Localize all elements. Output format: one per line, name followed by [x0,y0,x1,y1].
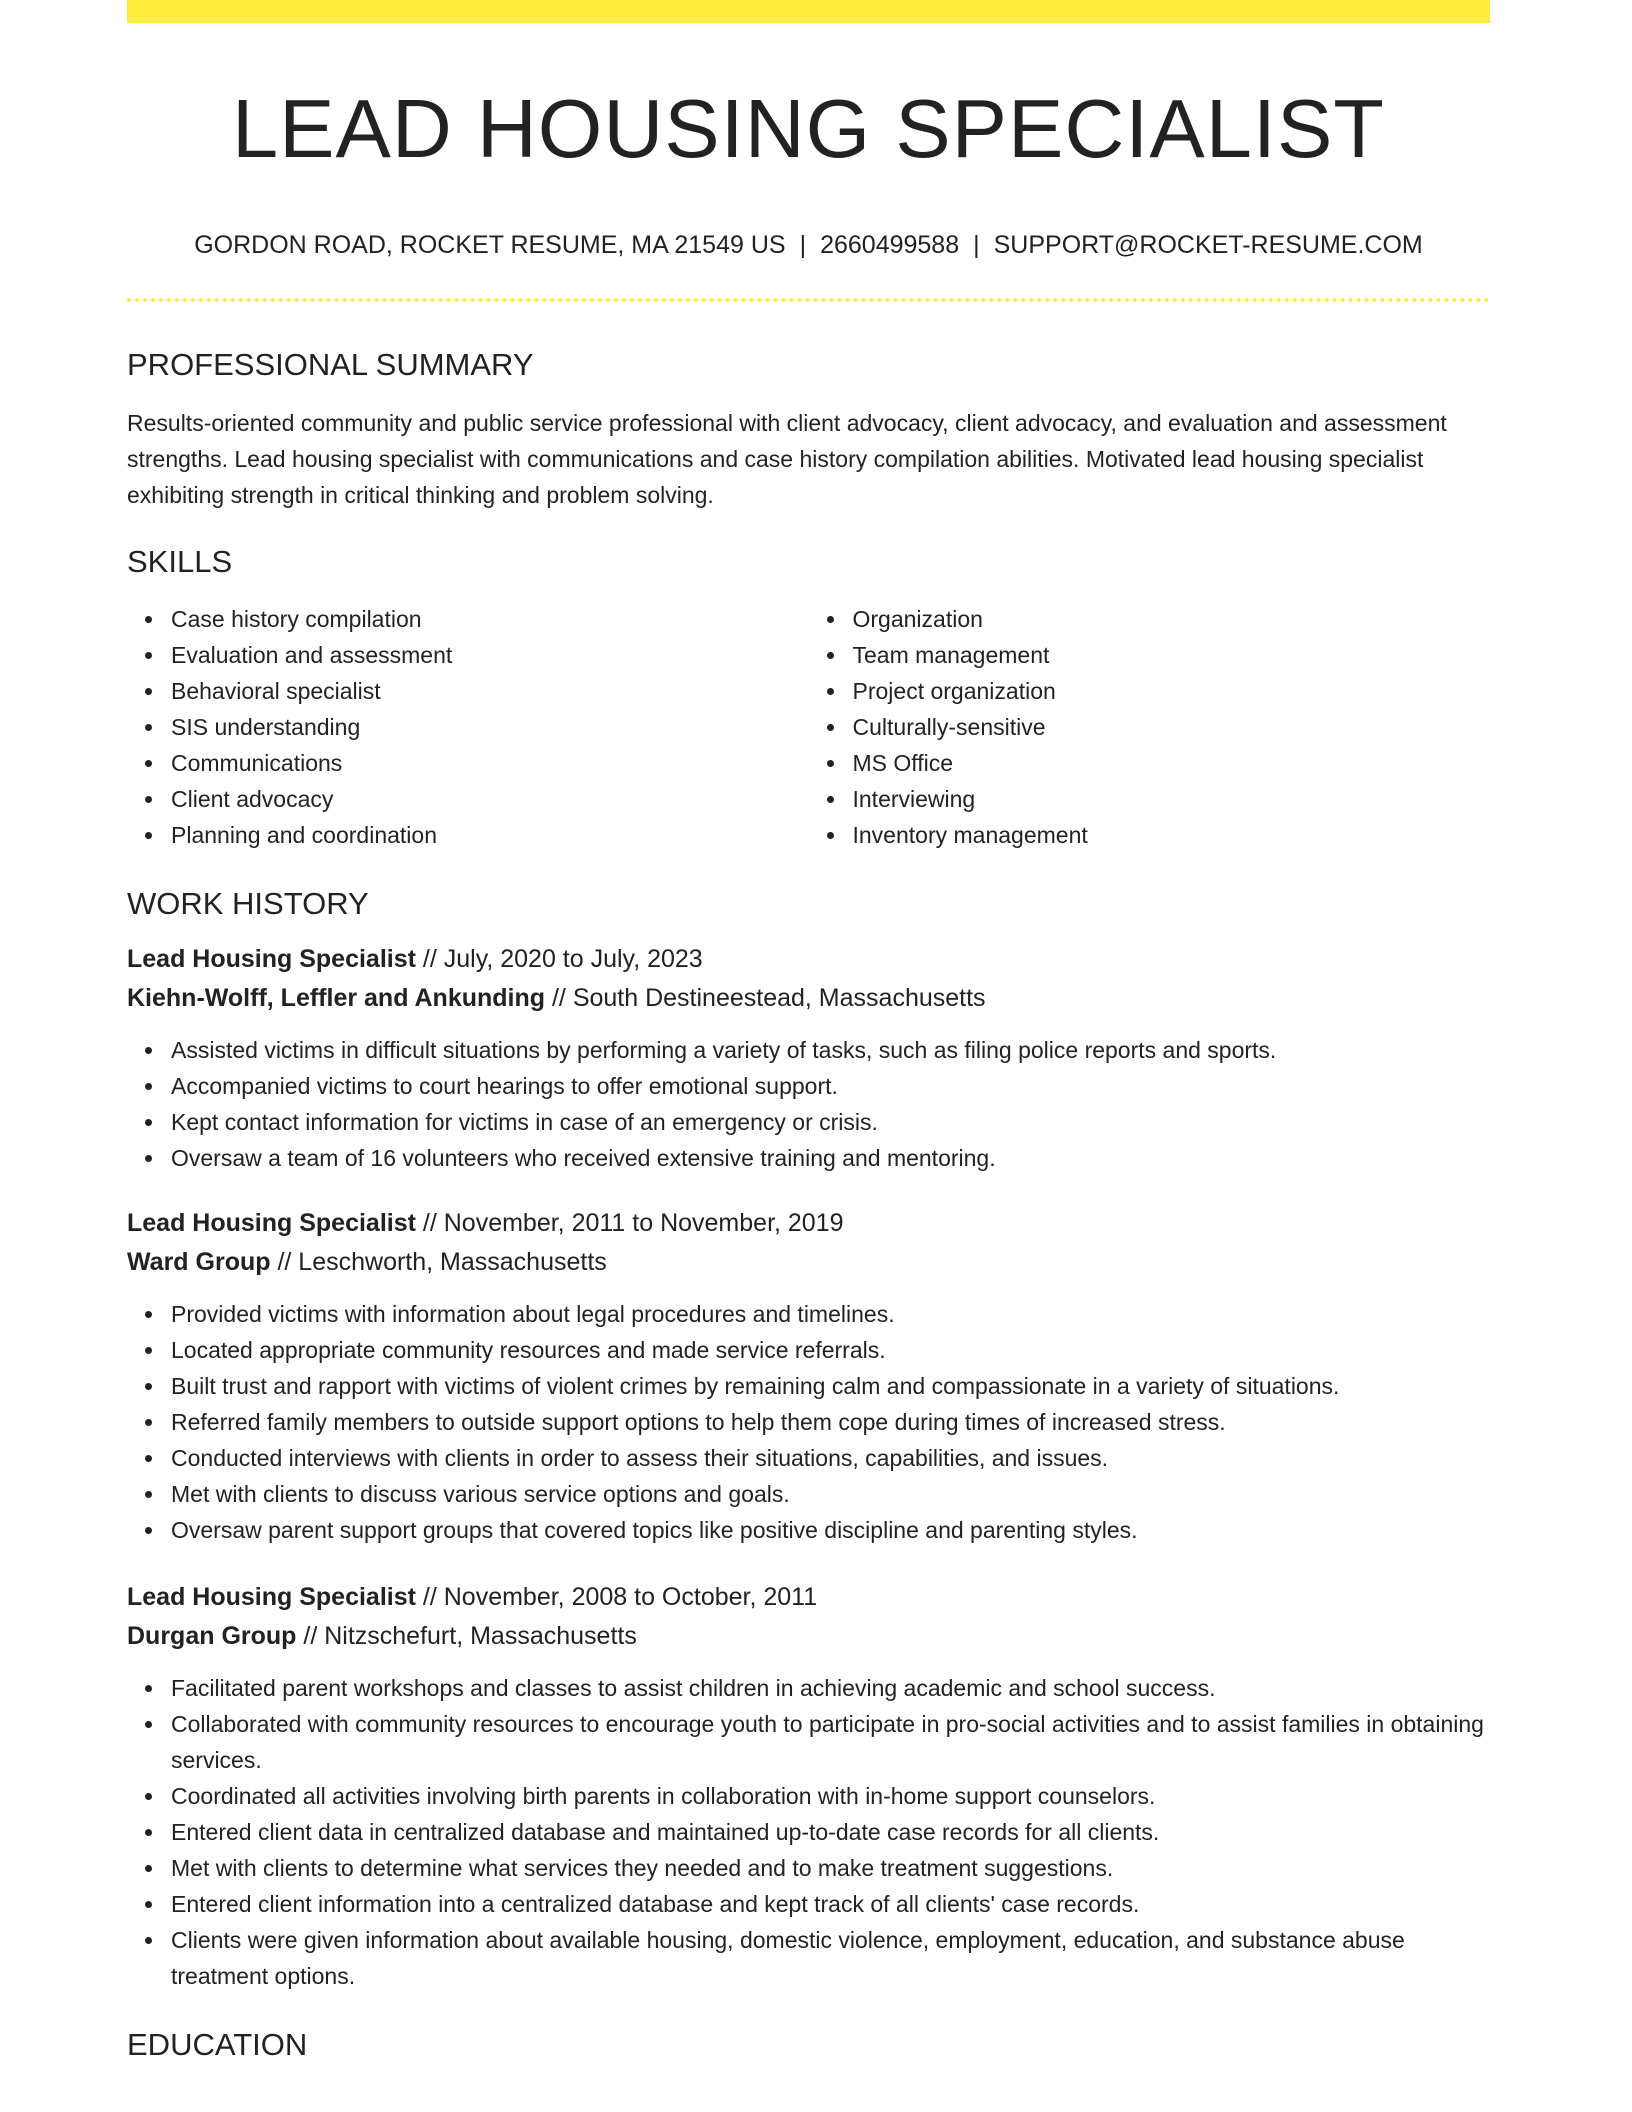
summary-heading: PROFESSIONAL SUMMARY [127,347,534,383]
job-role: Lead Housing Specialist [127,944,416,973]
education-heading: EDUCATION [127,2026,308,2062]
duty-item: Entered client information into a centralized database and kept track of all clients' case records. [171,1886,1490,1922]
duty-item: Met with clients to determine what services they needed and to make treatment suggestions. [171,1850,1490,1886]
duty-item: Clients were given information about available housing, domestic violence, employment, education, and substance abuse treatment options. [171,1922,1490,1994]
skill-item: Team management [853,637,1491,673]
job-company-line [127,1243,1490,1282]
skill-item: Planning and coordination [171,817,809,853]
contact-separator: | [799,231,807,260]
job-dates: // November, 2008 to October, 2011 [415,1582,818,1611]
job-duties [127,1670,1490,1994]
job-title-line [127,1578,1490,1617]
duty-item: Assisted victims in difficult situations by performing a variety of tasks, such as filing police reports and sports. [171,1032,1490,1068]
duty-item: Entered client data in centralized database and maintained up-to-date case records for all clients. [171,1814,1490,1850]
skill-item: Inventory management [853,817,1491,853]
job-company-line [127,979,1490,1018]
contact-email[interactable]: SUPPORT@ROCKET-RESUME.COM [993,231,1423,260]
duty-item: Collaborated with community resources to encourage youth to participate in pro-social activities and to assist families in obtaining services. [171,1706,1490,1778]
skill-item: Behavioral specialist [171,673,809,709]
skills-list-left [127,601,809,853]
skill-item: Client advocacy [171,781,809,817]
job-duties [127,1032,1490,1176]
work-history-heading: WORK HISTORY [127,885,369,921]
duty-item: Kept contact information for victims in case of an emergency or crisis. [171,1104,1490,1140]
job-company-line [127,1617,1490,1656]
duty-item: Located appropriate community resources and made service referrals. [171,1332,1490,1368]
duty-item: Conducted interviews with clients in order to assess their situations, capabilities, and issues. [171,1440,1490,1476]
duty-item: Met with clients to discuss various service options and goals. [171,1476,1490,1512]
skill-item: Communications [171,745,809,781]
job-title-line [127,940,1490,979]
resume-name: LEAD HOUSING SPECIALIST [231,82,1386,175]
job-company: Kiehn-Wolff, Leffler and Ankunding [127,983,546,1012]
duty-item: Built trust and rapport with victims of violent crimes by remaining calm and compassionate in a variety of situations. [171,1368,1490,1404]
job-entry [127,1578,1490,1994]
job-location: // South Destineestead, Massachusetts [545,983,986,1012]
job-location: // Leschworth, Massachusetts [270,1247,607,1276]
job-role: Lead Housing Specialist [127,1582,416,1611]
skill-item: Project organization [853,673,1491,709]
job-company: Ward Group [127,1247,271,1276]
duty-item: Coordinated all activities involving birth parents in collaboration with in-home support counselors. [171,1778,1490,1814]
skills-heading: SKILLS [127,544,233,580]
job-dates: // November, 2011 to November, 2019 [415,1208,844,1237]
job-dates: // July, 2020 to July, 2023 [415,944,703,973]
skills-grid [127,601,1490,853]
duty-item: Oversaw parent support groups that covered topics like positive discipline and parenting styles. [171,1512,1490,1548]
job-duties [127,1296,1490,1548]
skill-item: Case history compilation [171,601,809,637]
skills-list-right [809,601,1491,853]
contact-address: GORDON ROAD, ROCKET RESUME, MA 21549 US [194,231,786,260]
contact-separator: | [973,231,980,260]
skill-item: MS Office [853,745,1491,781]
resume-page [127,0,1490,2063]
header-divider [127,298,1490,302]
duty-item: Accompanied victims to court hearings to offer emotional support. [171,1068,1490,1104]
job-location: // Nitzschefurt, Massachusetts [296,1621,637,1650]
skill-item: SIS understanding [171,709,809,745]
duty-item: Facilitated parent workshops and classes to assist children in achieving academic and school success. [171,1670,1490,1706]
summary-text: Results-oriented community and public service professional with client advocacy, client advocacy, and evaluation and assessment strengths. Lead housing specialist with communications and case history compilation abilities. Motivated lead housing specialist exhibiting strength in critical thinking and problem solving. [127,410,1447,509]
skill-item: Interviewing [853,781,1491,817]
duty-item: Referred family members to outside support options to help them cope during times of increased stress. [171,1404,1490,1440]
skill-item: Culturally-sensitive [853,709,1491,745]
skill-item: Evaluation and assessment [171,637,809,673]
job-entry [127,1204,1490,1548]
job-title-line [127,1204,1490,1243]
contact-line [127,230,1490,260]
contact-phone[interactable]: 2660499588 [820,231,960,260]
duty-item: Oversaw a team of 16 volunteers who received extensive training and mentoring. [171,1140,1490,1176]
job-entry [127,940,1490,1176]
skill-item: Organization [853,601,1491,637]
job-company: Durgan Group [127,1621,297,1650]
duty-item: Provided victims with information about legal procedures and timelines. [171,1296,1490,1332]
job-role: Lead Housing Specialist [127,1208,416,1237]
top-accent-bar [127,0,1490,23]
